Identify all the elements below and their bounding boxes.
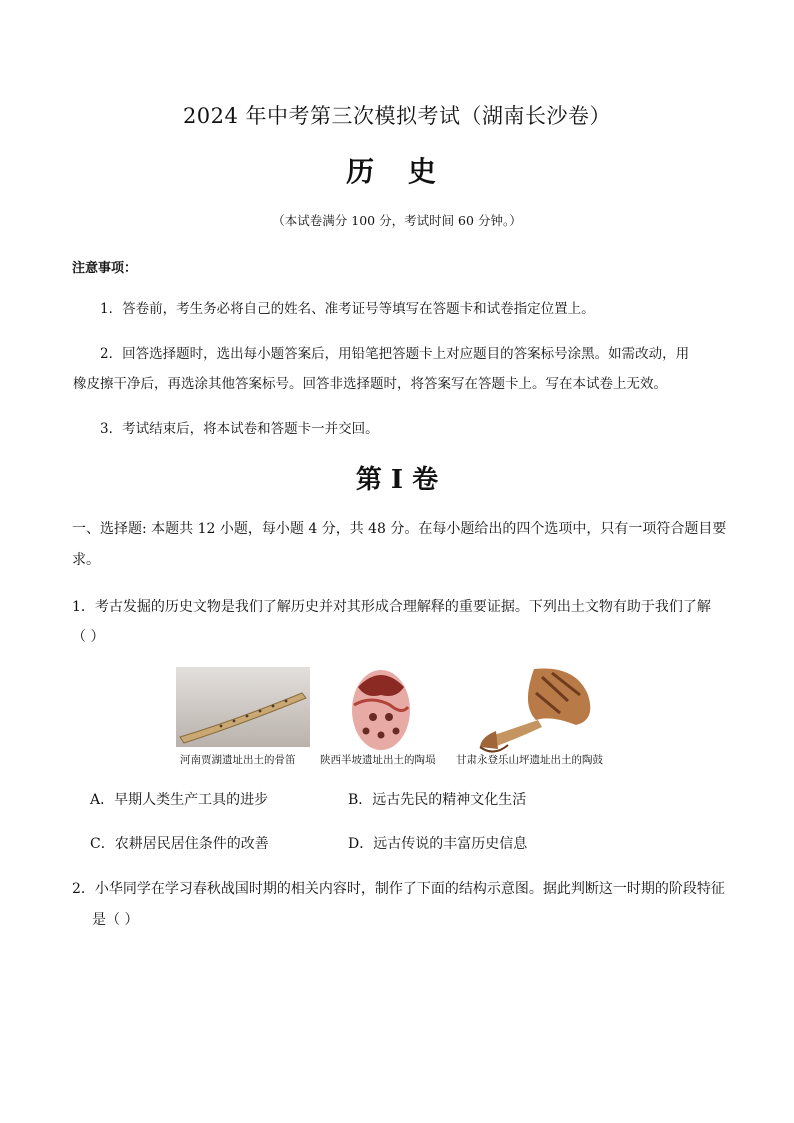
score-note: （本试卷满分 100 分，考试时间 60 分钟。） [272,213,522,228]
section-instruction-line1: 一、选择题: 本题共 12 小题，每小题 4 分，共 48 分。在每小题给出的四个选项中，只有一项符合题目要 [72,521,727,537]
subject-title: 历 史 [346,155,448,188]
section-title: 第 I 卷 [355,465,439,495]
notice-item-1: 1．答卷前，考生务必将自己的姓名、准考证号等填写在答题卡和试卷指定位置上。 [100,301,595,317]
caption-pottery-drum: 甘肃永登乐山坪遗址出土的陶鼓 [456,754,603,766]
option-c[interactable]: C．农耕居民居住条件的改善 [90,836,269,852]
bone-flute-image [176,667,310,747]
notice-item-2-line1: 2．回答选择题时，选出每小题答案后，用铅笔把答题卡上对应题目的答案标号涂黑。如需改动，用 [100,346,690,362]
section-instruction-line2: 求。 [72,552,100,568]
pottery-xun-image [352,670,410,750]
question-2-stem: 2．小华同学在学习春秋战国时期的相关内容时，制作了下面的结构示意图。据此判断这一时期的阶段特征 [72,881,725,897]
question-1-stem: 1．考古发掘的历史文物是我们了解历史并对其形成合理解释的重要证据。下列出土文物有助于我们了解 [72,599,711,615]
caption-pottery-xun: 陕西半坡遗址出土的陶埙 [320,754,436,766]
pottery-drum-image [480,669,590,752]
option-d[interactable]: D．远古传说的丰富历史信息 [348,836,528,852]
notice-heading: 注意事项： [72,261,138,276]
option-b[interactable]: B．远古先民的精神文化生活 [348,792,527,808]
option-a[interactable]: A．早期人类生产工具的进步 [90,792,269,808]
question-1-blank: （ ） [72,629,105,645]
notice-item-2-line2: 橡皮擦干净后，再选涂其他答案标号。回答非选择题时，将答案写在答题卡上。写在本试卷上无效。 [73,376,667,392]
notice-item-3: 3．考试结束后，将本试卷和答题卡一并交回。 [100,421,379,437]
exam-title: 2024 年中考第三次模拟考试（湖南长沙卷） [182,104,612,128]
question-2-blank: 是（ ） [92,912,139,928]
caption-bone-flute: 河南贾湖遗址出土的骨笛 [180,754,296,766]
